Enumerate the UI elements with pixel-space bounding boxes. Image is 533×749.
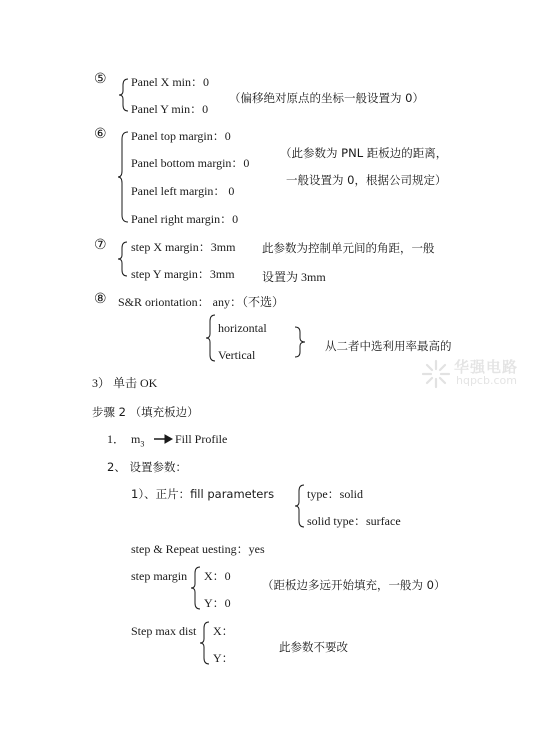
watermark-url: hqpcb.com [456, 374, 517, 387]
step-x-margin: step X margin：3mm [131, 240, 236, 254]
step-y-margin: step Y margin：3mm [131, 267, 235, 281]
section-5-number: ⑤ [94, 72, 107, 87]
fill-parameters-label: 1）、正片：fill parameters [131, 487, 275, 501]
orientation-note: 从二者中选利用率最高的 [325, 339, 452, 353]
option-horizontal: horizontal [218, 321, 267, 335]
starburst-logo-icon [420, 358, 452, 390]
panel-top-margin: Panel top margin：0 [131, 129, 231, 143]
fill-type-brace-icon [294, 484, 306, 528]
fill-solid-type: solid type：surface [307, 514, 401, 528]
step-margin-label: step margin [131, 569, 188, 583]
step-max-note: 此参数不要改 [279, 640, 348, 654]
step-2-title: 步骤 2 （填充板边） [92, 405, 199, 419]
step-margin-note: （距板边多远开始填充，一般为 0） [262, 578, 446, 592]
section-6-note-line2: 一般设置为 0，根据公司规定） [286, 173, 447, 187]
section-8-number: ⑧ [94, 292, 107, 307]
panel-y-min: Panel Y min：0 [131, 102, 209, 116]
step-max-x: X： [213, 624, 234, 638]
section-7-note-line1: 此参数为控制单元间的角距，一般 [262, 241, 435, 255]
fill-type: type：solid [307, 487, 363, 501]
section-5-note: （偏移绝对原点的坐标一般设置为 0） [229, 91, 424, 105]
panel-x-min: Panel X min：0 [131, 75, 209, 89]
step-margin-y: Y：0 [204, 596, 231, 610]
item-2-set-parameters: 2、 设置参数： [107, 460, 187, 474]
step-max-dist-label: Step max dist [131, 624, 197, 638]
section-7-brace-icon [117, 241, 129, 277]
right-arrow-icon [153, 433, 173, 445]
section-6-note-line1: （此参数为 PNL 距板边的距离， [280, 146, 448, 160]
m-symbol: m [131, 432, 141, 446]
step-repeat-nesting: step & Repeat uesting：yes [131, 542, 265, 556]
section-5-brace-icon [118, 78, 130, 112]
watermark-text: 华强电路 [454, 358, 519, 376]
section-7-note-line2: 设置为 3mm [262, 270, 326, 284]
orientation-brace-icon [205, 314, 217, 362]
section-7-number: ⑦ [94, 238, 107, 253]
m-subscript: 3 [140, 439, 145, 449]
panel-left-margin: Panel left margin： 0 [131, 184, 235, 198]
orientation-right-brace-icon [294, 326, 306, 358]
panel-bottom-margin: Panel bottom margin：0 [131, 156, 250, 170]
section-6-number: ⑥ [94, 127, 107, 142]
item-1-m3 [131, 432, 144, 451]
sr-orientation-label: S&R oriontation： any：（不选） [118, 295, 284, 309]
step-max-y: Y： [213, 651, 234, 665]
fill-profile: Fill Profile [175, 432, 228, 446]
option-vertical: Vertical [218, 348, 256, 362]
step-max-brace-icon [199, 621, 211, 665]
step-margin-brace-icon [190, 566, 202, 610]
panel-right-margin: Panel right margin：0 [131, 212, 239, 226]
step-3-click-ok: 3） 单击 OK [92, 376, 158, 390]
section-6-brace-icon [117, 131, 130, 223]
item-1-number: 1． [107, 432, 126, 446]
step-margin-x: X：0 [204, 569, 231, 583]
watermark [420, 356, 528, 392]
